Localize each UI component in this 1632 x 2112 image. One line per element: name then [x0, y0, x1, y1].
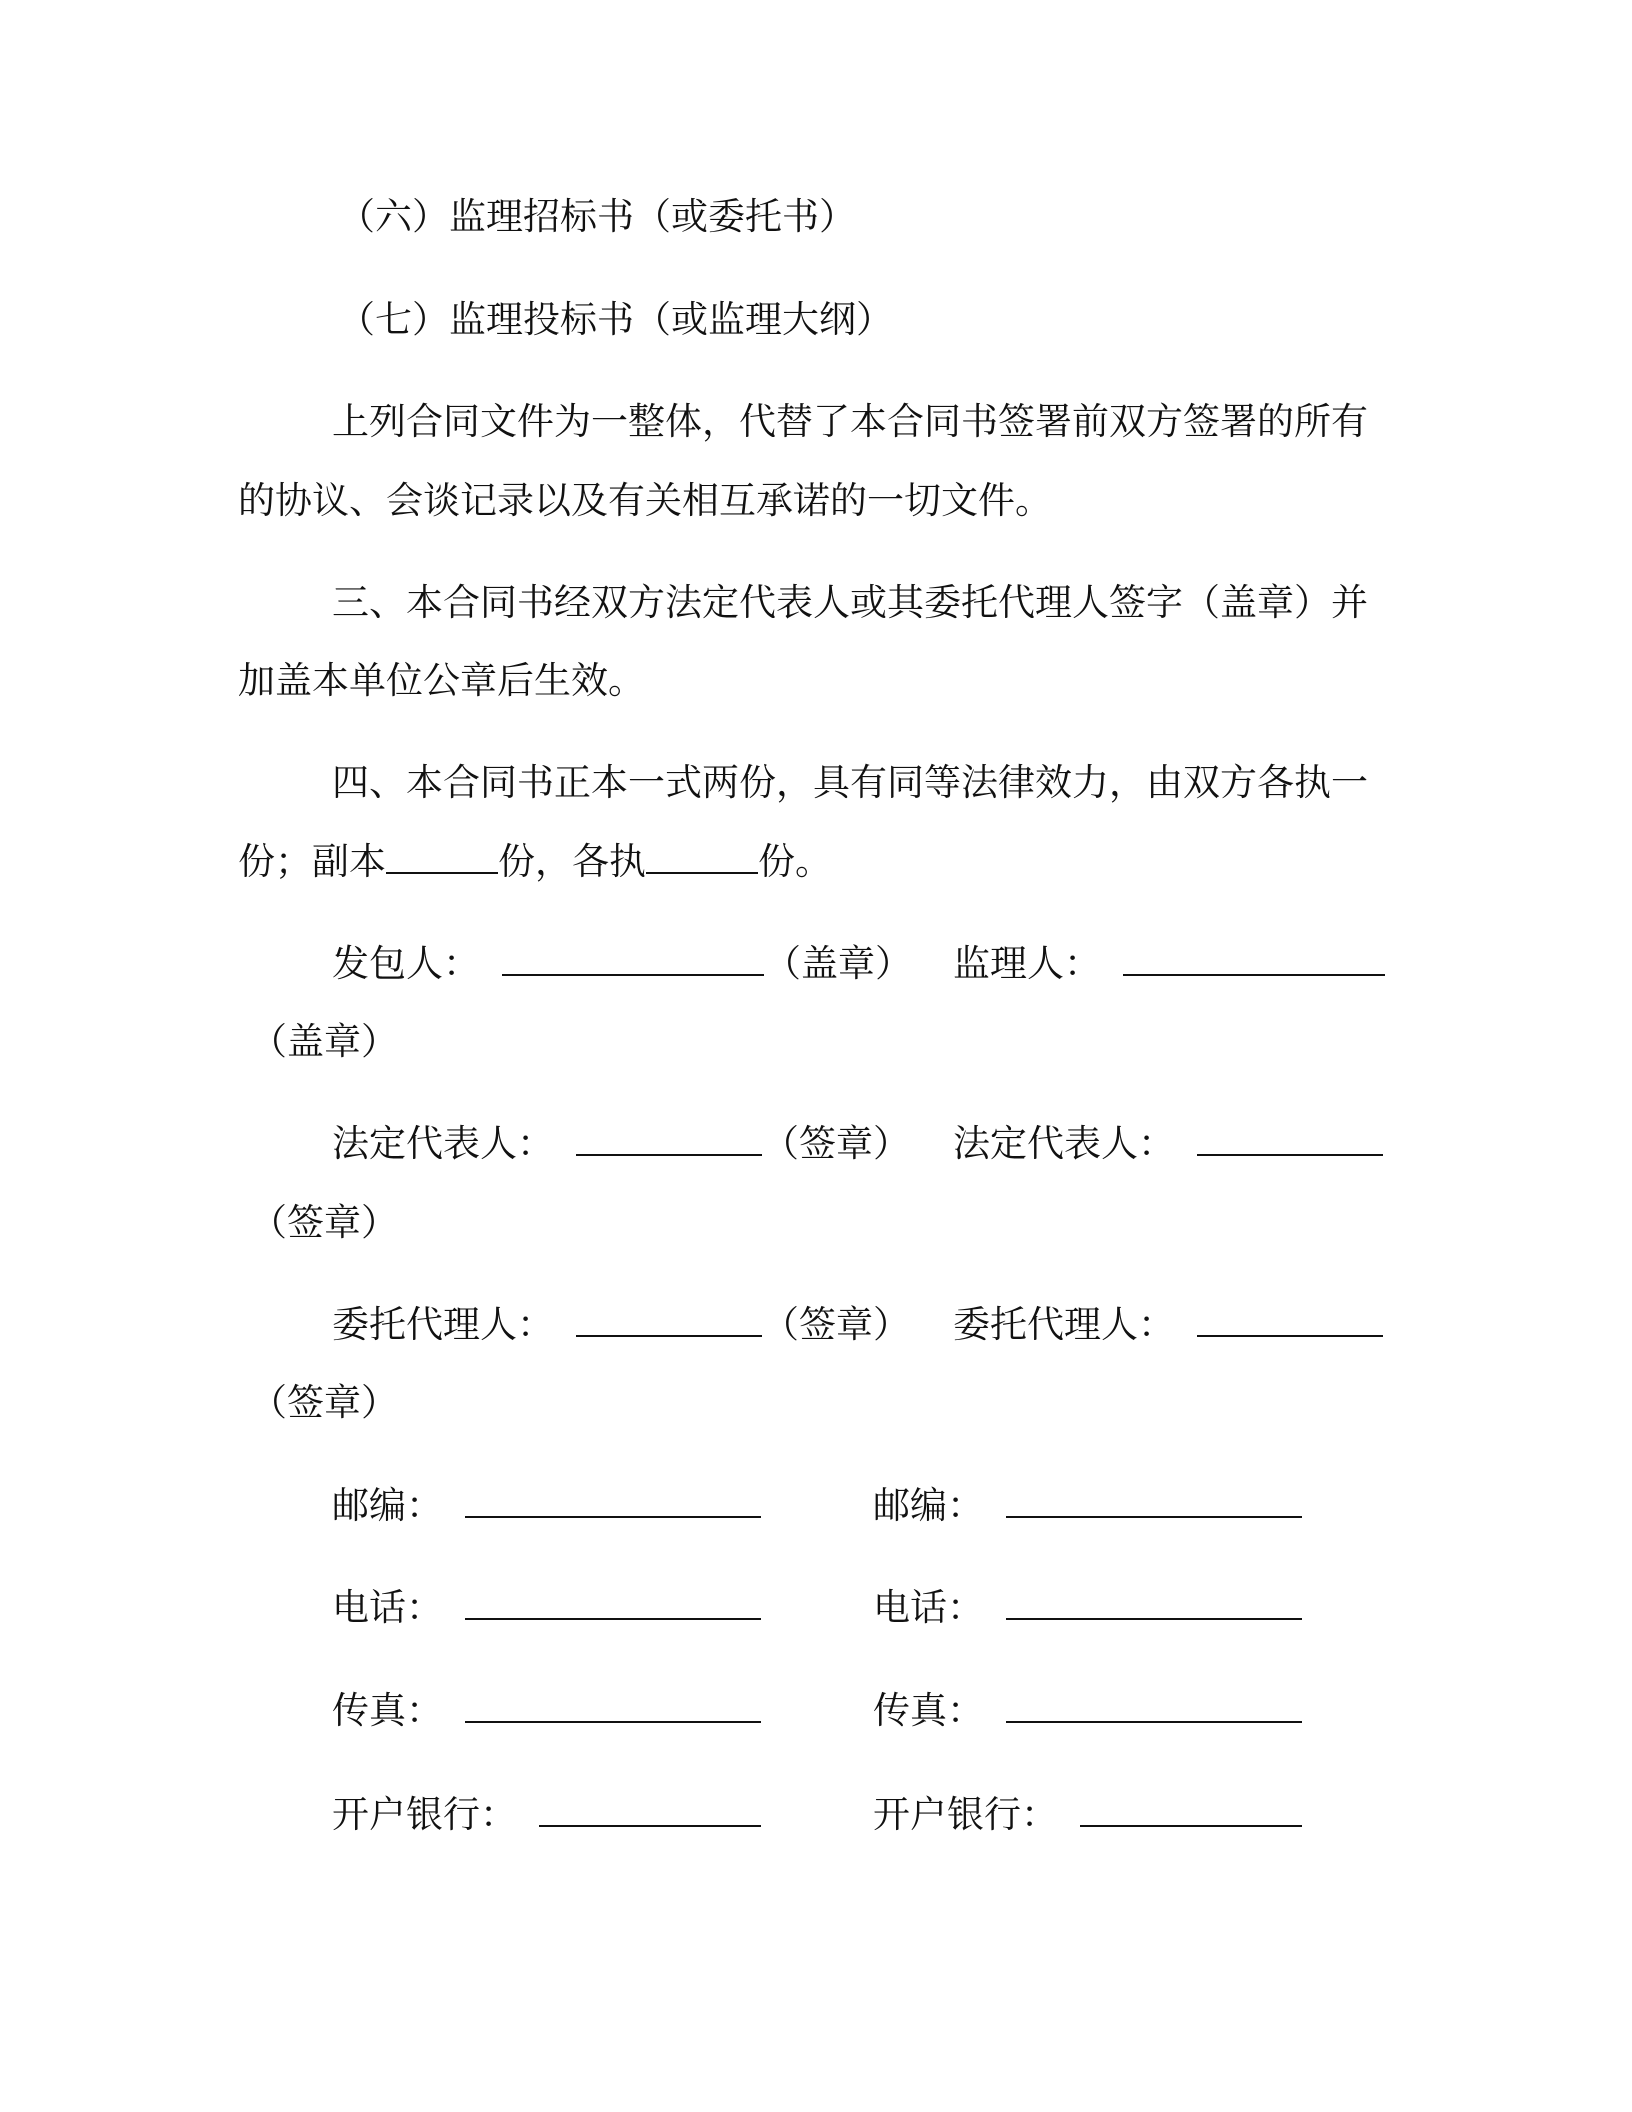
supervisor-legal-rep-sign-label: （签章）	[250, 1201, 398, 1244]
employer-phone-row	[332, 1582, 761, 1634]
employer-legal-rep-label: 法定代表人：	[332, 1122, 554, 1165]
employer-fax-label: 传真：	[332, 1689, 443, 1732]
employer-legal-rep-blank[interactable]	[576, 1120, 762, 1156]
whole-paragraph-line1: 上列合同文件为一整体，代替了本合同书签署前双方签署的所有	[332, 400, 1368, 443]
supervisor-agent-sign-label: （签章）	[250, 1381, 398, 1424]
employer-postcode-row	[332, 1480, 761, 1532]
copies-mid: 份，各执	[498, 840, 646, 883]
employer-legal-rep-row	[332, 1118, 910, 1170]
item-seven: （七）监理投标书（或监理大纲）	[338, 298, 893, 341]
supervisor-agent-blank[interactable]	[1197, 1301, 1383, 1337]
supervisor-legal-rep-label: 法定代表人：	[953, 1122, 1175, 1165]
employer-phone-label: 电话：	[332, 1586, 443, 1629]
employer-agent-blank[interactable]	[576, 1301, 762, 1337]
employer-agent-row	[332, 1299, 910, 1351]
supervisor-label: 监理人：	[953, 942, 1101, 985]
supervisor-agent-label: 委托代理人：	[953, 1303, 1175, 1346]
copies-clause-line1: 四、本合同书正本一式两份，具有同等法律效力，由双方各执一	[332, 761, 1368, 804]
whole-paragraph-line2: 的协议、会谈记录以及有关相互承诺的一切文件。	[238, 479, 1052, 522]
employer-agent-label: 委托代理人：	[332, 1303, 554, 1346]
duplicate-count-blank[interactable]	[386, 838, 498, 874]
employer-bank-blank[interactable]	[539, 1791, 761, 1827]
supervisor-phone-row	[873, 1582, 1302, 1634]
copies-clause-line2	[238, 836, 832, 888]
copies-suffix: 份。	[758, 840, 832, 883]
supervisor-fax-row	[873, 1685, 1302, 1737]
supervisor-bank-label: 开户银行：	[873, 1793, 1058, 1836]
supervisor-fax-label: 传真：	[873, 1689, 984, 1732]
employer-signature-row	[332, 938, 912, 990]
employer-bank-row	[332, 1789, 761, 1841]
employer-seal-label: （盖章）	[764, 942, 912, 985]
supervisor-legal-rep-blank[interactable]	[1197, 1120, 1383, 1156]
supervisor-bank-blank[interactable]	[1080, 1791, 1302, 1827]
employer-postcode-label: 邮编：	[332, 1484, 443, 1527]
employer-fax-blank[interactable]	[465, 1687, 761, 1723]
item-six: （六）监理招标书（或委托书）	[338, 195, 856, 238]
employer-fax-row	[332, 1685, 761, 1737]
supervisor-postcode-blank[interactable]	[1006, 1482, 1302, 1518]
supervisor-postcode-label: 邮编：	[873, 1484, 984, 1527]
supervisor-phone-blank[interactable]	[1006, 1584, 1302, 1620]
supervisor-fax-blank[interactable]	[1006, 1687, 1302, 1723]
supervisor-postcode-row	[873, 1480, 1302, 1532]
supervisor-seal-label: （盖章）	[250, 1020, 398, 1063]
supervisor-blank[interactable]	[1123, 940, 1385, 976]
supervisor-bank-row	[873, 1789, 1302, 1841]
employer-agent-sign-label: （签章）	[762, 1303, 910, 1346]
supervisor-phone-label: 电话：	[873, 1586, 984, 1629]
each-holds-count-blank[interactable]	[646, 838, 758, 874]
supervisor-legal-rep-row	[953, 1118, 1383, 1170]
effect-clause-line2: 加盖本单位公章后生效。	[238, 659, 645, 702]
copies-prefix: 份；副本	[238, 840, 386, 883]
employer-phone-blank[interactable]	[465, 1584, 761, 1620]
supervisor-signature-row	[953, 938, 1385, 990]
supervisor-agent-row	[953, 1299, 1383, 1351]
employer-bank-label: 开户银行：	[332, 1793, 517, 1836]
employer-legal-rep-sign-label: （签章）	[762, 1122, 910, 1165]
employer-postcode-blank[interactable]	[465, 1482, 761, 1518]
employer-blank[interactable]	[502, 940, 764, 976]
employer-label: 发包人：	[332, 942, 480, 985]
effect-clause-line1: 三、本合同书经双方法定代表人或其委托代理人签字（盖章）并	[332, 581, 1368, 624]
